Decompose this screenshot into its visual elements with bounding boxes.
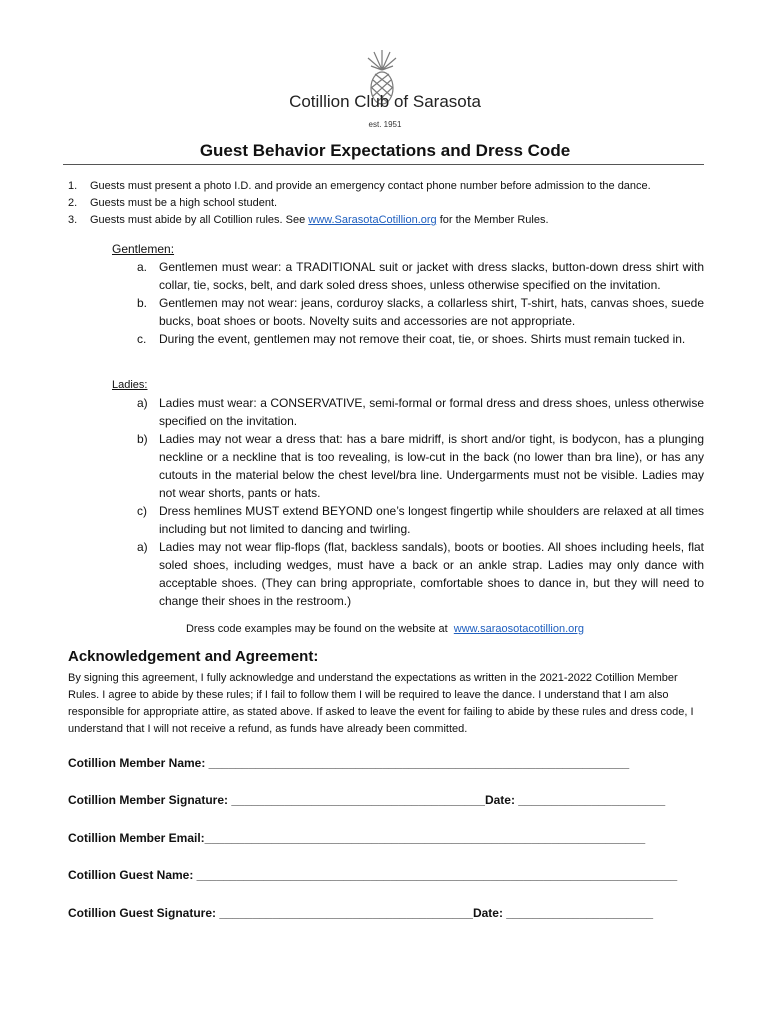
rule-text: Guests must abide by all Cotillion rules. See [90,214,309,226]
rule-number: 1. [68,180,78,192]
guest-signature-field[interactable]: Cotillion Guest Signature: ______________________________________Date: ______________________ [68,906,654,920]
rule-text: for the Member Rules. [436,214,549,226]
gentlemen-item [112,294,704,330]
gentlemen-heading: Gentlemen: [112,242,175,256]
item-text: Ladies may not wear a dress that: has a bare midriff, is short and/or tight, is bodycon, has a plunging neckline or a neckline that is too revealing, is low-cut in the back (no lower than bra line), or has any cutouts in the material below the chest level/bra line. Undergarments must not be visible. Ladies may not wear shorts, pants or hats. [159,432,704,500]
rule-item [68,178,718,195]
rule-text: Guests must be a high school student. [90,197,278,209]
member-signature-field[interactable]: Cotillion Member Signature: ______________________________________Date: ______________________ [68,793,666,807]
item-text: Gentlemen must wear: a TRADITIONAL suit or jacket with dress slacks, button-down dress shirt with collar, tie, socks, belt, and dark soled dress shoes, unless otherwise specified on the invitation. [159,260,704,292]
item-marker: c) [137,504,147,518]
item-marker: b. [137,296,148,310]
title-divider [63,164,704,165]
document-title: Guest Behavior Expectations and Dress Code [199,141,571,160]
ladies-item [112,430,704,502]
organization-name: Cotillion Club of Sarasota [289,92,481,111]
examples-text: Dress code examples may be found on the website at [185,623,448,635]
ladies-item [112,394,704,430]
rule-item [68,212,718,229]
item-text: Ladies may not wear flip-flops (flat, backless sandals), boots or booties. All shoes including heels, flat soled shoes, including wedges, must have a back or an ankle strap. Ladies may only dance with acceptable shoes. (They can bring appropriate, comfortable shoes to dance in, but they will need to change their shoes in the restroom.) [159,540,704,608]
rule-item [68,195,718,212]
item-text: Ladies must wear: a CONSERVATIVE, semi-formal or formal dress and dress shoes, unless otherwise specified on the invitation. [159,396,704,428]
member-name-field[interactable]: Cotillion Member Name: _______________________________________________________________ [68,756,630,770]
acknowledgement-body: By signing this agreement, I fully acknowledge and understand the expectations as written in the 2021-2022 Cotillion Member Rules. I agree to abide by these rules; if I fail to follow them I will be required to leave the dance. I understand that I am also responsible for appropriate attire, as stated above. If asked to leave the event for failing to abide by these rules and dress code, I understand that I will not receive a refund, as funds have already been committed. [68,672,694,735]
item-marker: a) [137,396,148,410]
rule-number: 2. [68,197,78,209]
ladies-item [112,538,704,610]
member-email-field[interactable]: Cotillion Member Email:__________________________________________________________________ [68,831,646,845]
item-marker: a) [137,540,148,554]
gentlemen-section [112,240,704,348]
acknowledgement-heading: Acknowledgement and Agreement: [68,648,319,665]
examples-link[interactable]: www.saraosotacotillion.org [453,623,585,635]
gentlemen-item [112,258,704,294]
item-text: During the event, gentlemen may not remove their coat, tie, or shoes. Shirts must remain tucked in. [159,332,686,346]
item-marker: a. [137,260,148,274]
ladies-item [112,502,704,538]
item-text: Gentlemen may not wear: jeans, corduroy slacks, a collarless shirt, T-shirt, hats, canvas shoes, suede bucks, boat shoes or boots. Novelty suits and accessories are not appropriate. [159,296,704,328]
ladies-heading: Ladies: [112,379,148,391]
general-rules-list [68,178,718,229]
dress-code-examples-note [0,623,770,635]
member-rules-link[interactable]: www.SarasotaCotillion.org [308,214,437,226]
item-marker: c. [137,332,147,346]
gentlemen-item [112,330,704,348]
rule-number: 3. [68,214,78,226]
item-text: Dress hemlines MUST extend BEYOND one’s longest fingertip while shoulders are relaxed at all times including but not limited to dancing and twirling. [159,504,704,536]
guest-name-field[interactable]: Cotillion Guest Name: ________________________________________________________________________ [68,868,678,882]
established-year: est. 1951 [368,120,402,129]
ladies-section [112,376,704,610]
item-marker: b) [137,432,148,446]
rule-text: Guests must present a photo I.D. and provide an emergency contact phone number before admission to the dance. [90,180,651,192]
